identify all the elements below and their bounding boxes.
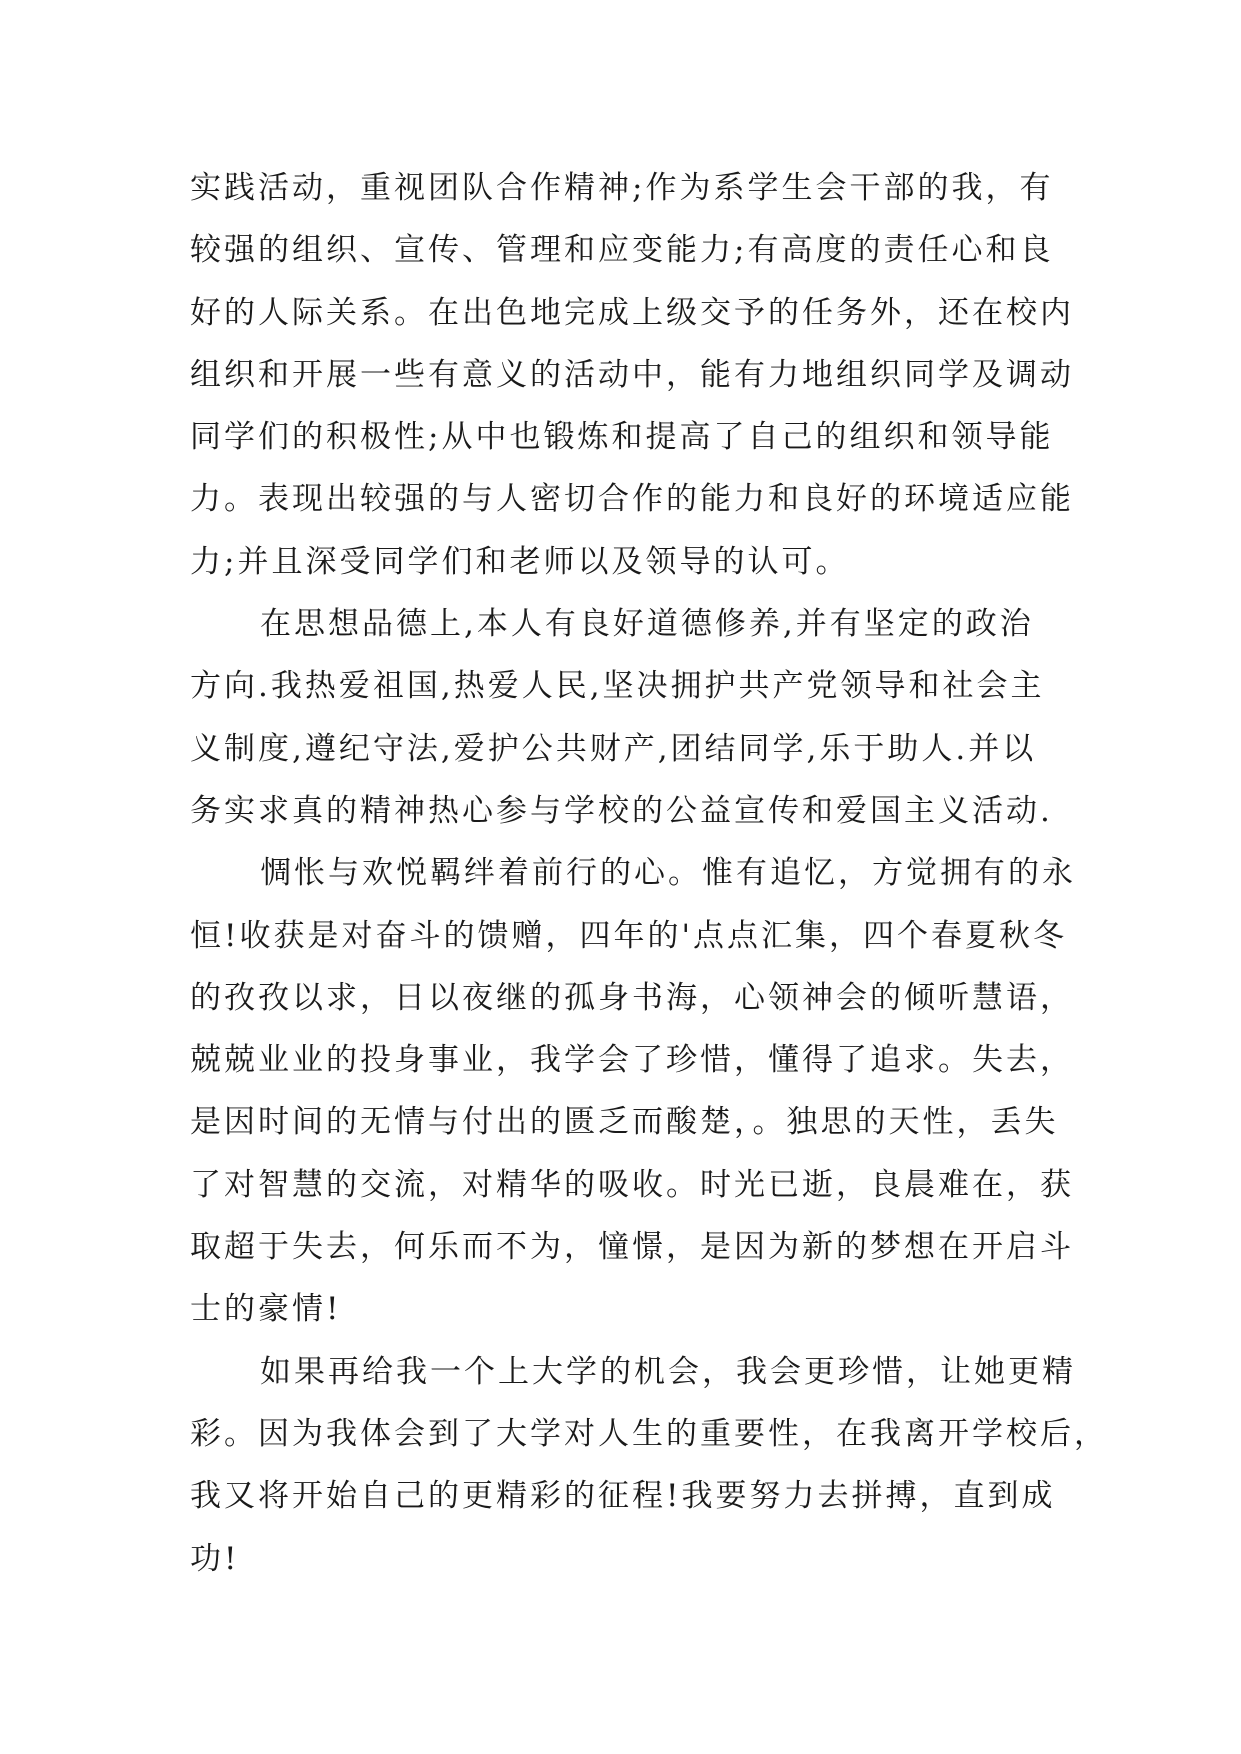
text-line: 实践活动，重视团队合作精神;作为系学生会干部的我，有 (190, 170, 1054, 206)
text-line: 同学们的积极性;从中也锻炼和提高了自己的组织和领导能 (190, 419, 1054, 456)
text-line: 务实求真的精神热心参与学校的公益宣传和爱国主义活动. (190, 792, 1053, 829)
paragraph-first-line: 如果再给我一个上大学的机会，我会更珍惜，让她更精 (260, 1353, 1076, 1390)
paragraph-first-line: 在思想品德上,本人有良好道德修养,并有坚定的政治 (260, 606, 1034, 643)
text-line: 我又将开始自己的更精彩的征程!我要努力去拼搏，直到成 (190, 1478, 1056, 1515)
text-line: 组织和开展一些有意义的活动中，能有力地组织同学及调动 (190, 356, 1074, 393)
text-line: 较强的组织、宣传、管理和应变能力;有高度的责任心和良 (190, 232, 1054, 269)
document-body (190, 157, 1108, 1590)
text-line: 了对智慧的交流，对精华的吸收。时光已逝，良晨难在，获 (190, 1166, 1074, 1203)
text-line: 方向.我热爱祖国,热爱人民,坚决拥护共产党领导和社会主 (190, 668, 1045, 705)
text-line: 力;并且深受同学们和老师以及领导的认可。 (190, 543, 850, 580)
text-line: 士的豪情! (190, 1291, 342, 1328)
text-line: 义制度,遵纪守法,爱护公共财产,团结同学,乐于助人.并以 (190, 730, 1037, 767)
paragraph-first-line: 惆怅与欢悦羁绊着前行的心。惟有追忆，方觉拥有的永 (260, 855, 1076, 892)
text-line: 力。表现出较强的与人密切合作的能力和良好的环境适应能 (190, 481, 1074, 518)
text-line: 好的人际关系。在出色地完成上级交予的任务外，还在校内 (190, 294, 1074, 331)
text-line: 是因时间的无情与付出的匮乏而酸楚，。独思的天性，丢失 (190, 1104, 1059, 1141)
text-line: 取超于失去，何乐而不为，憧憬，是因为新的梦想在开启斗 (190, 1229, 1074, 1266)
text-line: 功! (190, 1540, 240, 1577)
text-line: 彩。因为我体会到了大学对人生的重要性，在我离开学校后， (190, 1415, 1108, 1452)
text-line: 的孜孜以求，日以夜继的孤身书海，心领神会的倾听慧语， (190, 979, 1074, 1016)
text-line: 恒!收获是对奋斗的馈赠，四年的'点点汇集，四个春夏秋冬 (190, 917, 1067, 954)
text-line: 兢兢业业的投身事业，我学会了珍惜，懂得了追求。失去， (190, 1042, 1074, 1079)
